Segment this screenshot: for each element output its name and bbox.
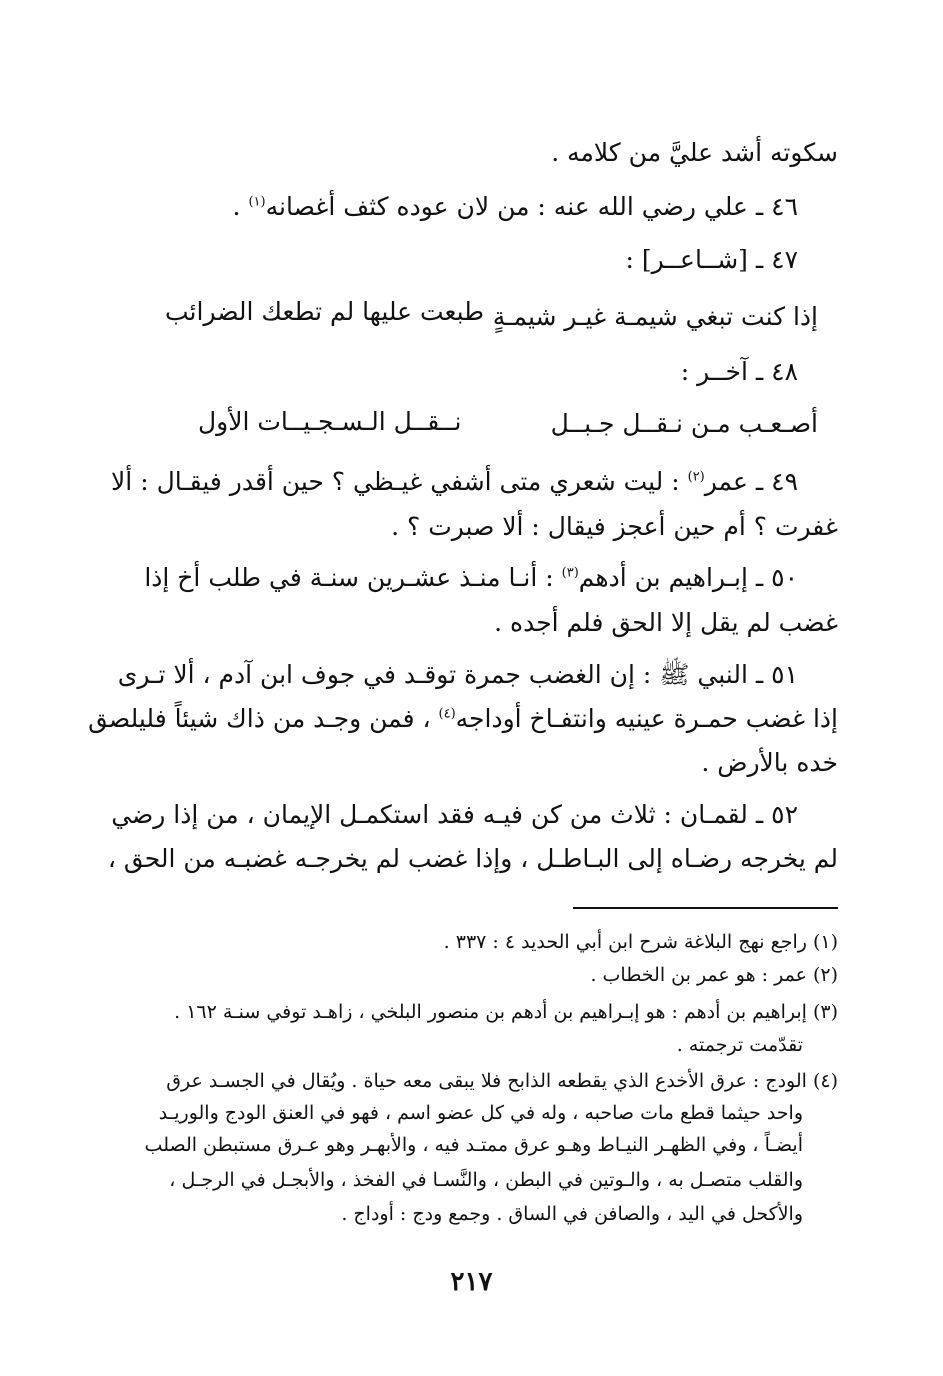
text-span: ٤٧ ـ [شــاعــر] : (625, 245, 798, 274)
text-span: طبعت عليها لم تطعك الضرائب (165, 297, 485, 326)
text-span: (٣) إبراهيم بن أدهم : هو إبـراهيم بن أدهم بن منصور البلخي ، زاهـد توفي سنـة ١٦٢ . (174, 1001, 838, 1023)
text-span: نــقــل الـسـجـيــات الأول (198, 407, 462, 436)
text-span: (١) راجع نهج البلاغة شرح ابن أبي الحديد ٤ : ٣٣٧ . (443, 931, 838, 953)
text-span: إذا كنت تبغي شيمـة غيـر شيمـةٍ (492, 302, 818, 331)
footnote-4-line-2 (135, 1098, 803, 1128)
saying-48-heading (135, 347, 798, 397)
text-span: (٤) الودج : عرق الأخدع الذي يقطعه الذابح فلا يبقى معه حياة . ويُقال في الجسـد عرق (166, 1070, 838, 1092)
text-line (135, 128, 838, 178)
text-span: ، فمن وجـد من ذاك شيئاً فليلصق (88, 704, 439, 733)
text-span: لم يخرجه رضـاه إلى البـاطـل ، وإذا غضب لم يخرجـه غضبـه من الحق ، (107, 844, 838, 873)
saying-50-line-2 (135, 598, 838, 648)
text-span: أيضـاً ، وفي الظهـر النيـاط وهـو عرق ممتـد فيه ، والأبهـر وهو عـرق مستبطن الصلب (144, 1134, 803, 1156)
text-span: والأكحل في اليد ، والصافن في الساق . وجمع ودج : أوداج . (341, 1203, 803, 1225)
footnote-4-line-4 (135, 1165, 803, 1195)
saying-51-line-2 (88, 694, 838, 744)
footnote-separator (573, 907, 838, 909)
text-span: ٤٦ ـ علي رضي الله عنه : من لان عوده كثف أغصانه (265, 192, 798, 221)
verse-2-second-hemistich (198, 397, 462, 447)
text-span: واحد حيثما قطع مات صاحبه ، وله في كل عضو اسم ، فهو في العنق الودج والوريـد (158, 1102, 803, 1124)
text-span: (٢) عمر : هو عمر بن الخطاب . (590, 964, 838, 986)
page-number: ٢١٧ (450, 1267, 493, 1297)
verse-1-second-hemistich (165, 287, 484, 337)
footnote-4-line-5 (135, 1199, 803, 1229)
saying-49-line-2 (135, 502, 838, 552)
saying-52-line-2 (107, 834, 838, 884)
footnote-ref-4[interactable]: (٤) (438, 706, 456, 722)
text-span: ٥٠ ـ إبـراهيم بن أدهم (578, 563, 798, 592)
verse-2-first-hemistich (551, 399, 818, 449)
saying-46 (135, 182, 798, 232)
verse-1-first-hemistich (493, 292, 818, 342)
text-span: : أنـا منـذ عشـرين سنـة في طلب أخ إذا (144, 563, 562, 592)
text-span: غضب لم يقل إلا الحق فلم أجده . (494, 608, 838, 637)
saying-49-line-1 (111, 457, 798, 507)
text-span: غفرت ؟ أم حين أعجز فيقال : ألا صبرت ؟ . (391, 512, 838, 541)
text-span: أصـعـب مـن نـقــل جـبــل (550, 409, 818, 438)
footnote-2 (135, 960, 838, 990)
text-span: ٤٨ ـ آخــر : (680, 357, 798, 386)
saying-50-line-1 (135, 553, 798, 603)
text-span: والقلب متصـل به ، والـوتين في البطن ، والنَّسـا في الفخذ ، والأبجـل في الرجـل ، (169, 1169, 803, 1191)
text-span: خده بالأرض . (701, 748, 838, 777)
footnote-ref-3[interactable]: (٣) (561, 565, 579, 581)
text-span: : ليت شعري متى أشفي غيـظي ؟ حين أقدر فيقـال : ألا (111, 467, 688, 496)
saying-51-line-3 (135, 738, 838, 788)
text-span: . (232, 192, 249, 221)
footnote-4-line-3 (135, 1130, 803, 1160)
saying-47-heading (135, 235, 798, 285)
text-span: ٥٢ ـ لقمـان : ثلاث من كن فيـه فقد استكمـل الإيمان ، من إذا رضي (111, 800, 798, 829)
saying-52-line-1 (111, 790, 798, 840)
footnote-3-line-2 (135, 1030, 803, 1060)
saying-51-line-1 (117, 650, 798, 700)
footnote-ref-2[interactable]: (٢) (687, 469, 705, 485)
text-span: إذا غضب حمـرة عينيه وانتفـاخ أوداجه (455, 704, 838, 733)
footnote-4-line-1 (135, 1066, 838, 1096)
footnote-1 (135, 927, 838, 957)
footnote-ref-1[interactable]: (١) (248, 194, 266, 210)
text-span: ٤٩ ـ عمر (704, 467, 798, 496)
text-span: تقدّمت ترجمته . (676, 1034, 803, 1056)
text-span: ٥١ ـ النبي ﷺ : إن الغضب جمرة توقـد في جوف ابن آدم ، ألا تـرى (117, 660, 798, 689)
footnote-3-line-1 (135, 997, 838, 1027)
text-span: سكوته أشد عليَّ من كلامه . (551, 138, 838, 167)
